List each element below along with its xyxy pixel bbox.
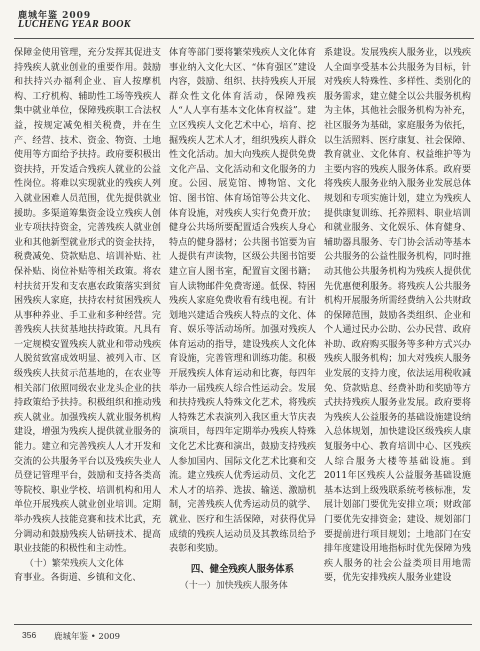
column-2 bbox=[169, 46, 316, 616]
column-1 bbox=[14, 46, 161, 616]
header-rule bbox=[14, 38, 474, 39]
column-2-paragraph: 体育等部门要将繁荣残疾人文化体育事业纳入文化大区、“体育强区”建设内容，鼓励、组织、扶持残疾人开展群众性文化体育活动，保障残疾人“人人享有基本文化体育权益”。建立区残疾人文化艺术中心，培育、挖掘残疾人艺术人才，组织残疾人群众性文化活动。加大向残疾人提供免费文化产品、文化活动和文化服务的力度。公园、展览馆、博物馆、文化馆、图书馆、体育场馆等公共文化、体育设施，对残疾人实行免费开放；健身公共场所要配置适合残疾人身心特点的健身器材；公共图书馆要为盲人提供有声读物，区级公共图书馆要建立盲人图书室，配置盲文图书籍；盲人读物邮件免费寄递。低保、特困残疾人家庭免费收看有线电视。有计划地兴建适合残疾人特点的文化、体育、娱乐等活动场所。加强对残疾人体育运动的指导，建设残疾人文化体育设施，完善管理和训练功能。积极开展残疾人体育运动和比赛，每四年举办一届残疾人综合性运动会。发展和扶持残疾人特殊文化艺术，将残疾人特殊艺术表演列入我区重大节庆表演项目，每四年定期举办残疾人特殊文化艺术比赛和演出，鼓励支持残疾人参加国内、国际文化艺术比赛和交流。建立残疾人优秀运动员、文化艺术人才的培养、选拔、输送、激励机制，完善残疾人优秀运动员的就学、就业、医疗和生活保障，对获得优异成绩的残疾人运动员及其教练员给予表彰和奖励。 bbox=[169, 48, 316, 555]
column-1-subheading: （十）繁荣残疾人文化体 bbox=[24, 558, 124, 569]
header-title-en: LUCHENG YEAR BOOK bbox=[18, 19, 131, 30]
header-title-cn: 鹿城年鉴 2009 bbox=[18, 11, 92, 21]
column-3-paragraph: 系建设。发展残疾人服务业，以残疾人全面享受基本公共服务为目标，针对残疾人特殊性、多样性、类别化的服务需求，建立健全以公共服务机构为主体，其他社会服务机构为补充，社区服务为基础，家庭服务为依托，以生活照料、医疗康复、社会保障、教育就业、文化体育、权益维护等为主要内容的残疾人服务体系。政府要将残疾人服务业纳入服务业发展总体规划和专项实施计划，建立为残疾人提供康复训练、托养照料、职业培训和就业服务、文化娱乐、体育健身、辅助器具服务、专门协会活动等基本公共服务的公益性服务机构，同时推动其他公共服务机构为残疾人提供优先优惠便利服务。将残疾人公共服务机构开展服务所需经费纳入公共财政的保障范围，鼓励各类组织、企业和个人通过民办公助、公办民营、政府补助、政府购买服务等多种方式兴办残疾人服务机构；加大对残疾人服务业发展的支持力度，依法运用税收减免、贷款贴息、经费补助和奖励等方式扶持残疾人服务业发展。政府要将为残疾人公益服务的基础设施建设纳入总体规划，加快建设区级残疾人康复服务中心、教育培训中心、区残疾人综合服务大楼等基础设施。到2011年区残疾人公益服务基础设施基本达到上级残联系统考核标准，发展计划部门要优先安排立项；财政部门要优先安排资金；建设、规划部门要提前进行项目规划；土地部门在安排年度建设用地指标时优先保障为残疾人服务的社会公益类项目用地需要，优先安排残疾人服务业建设 bbox=[324, 48, 471, 584]
footer-publication: 鹿城年鉴 • 2009 bbox=[54, 632, 121, 642]
page-number: 356 bbox=[22, 630, 37, 640]
page-footer bbox=[14, 624, 472, 645]
page-header bbox=[14, 8, 474, 40]
column-1-trailing: 育事业。各街道、乡镇和文化、 bbox=[14, 573, 142, 584]
text-columns bbox=[14, 46, 472, 616]
column-2-subheading: （十一）加快残疾人服务体 bbox=[179, 580, 288, 591]
section-title: 四、健全残疾人服务体系 bbox=[190, 563, 295, 575]
column-1-paragraph: 保障金使用管理，充分发挥其促进支持残疾人就业创业的重要作用。鼓励和扶持兴办福利企业、盲人按摩机构、工疗机构、辅助性工场等残疾人集中就业单位，保障残疾职工合法权益，按规定减免相关税费，并在生产、经营、技术、资金、物资、土地使用等方面给予扶持。政府要积极出资扶持，开发适合残疾人就业的公益性岗位。将难以实现就业的残疾人列入就业困难人员范围，优先提供就业援助。多渠道筹集资金设立残疾人创业专项扶持资金，完善残疾人就业创业和其他新型就业形式的资金扶持，税费减免、贷款贴息、培训补贴、社保补贴、岗位补贴等相关政策。将农村扶贫开发和支农惠农政策落实到贫困残疾人家庭，扶持农村贫困残疾人从事种养业、手工业和多种经营。完善残疾人扶贫基地扶持政策。凡具有一定规模安置残疾人就业和带动残疾人脱贫致富成效明显、被列入市、区级残疾人扶贫示范基地的，在农业等相关部门依照同级农业龙头企业的扶持政策给予扶持。积极组织和推动残疾人就业。加强残疾人就业服务机构建设，增强为残疾人提供就业服务的能力。建立和完善残疾人人才开发和交流的公共服务平台以及残疾失业人员登记管理平台，鼓励和支持各类高等院校、职业学校、培训机构和用人单位开展残疾人就业创业培训。定期举办残疾人技能竞赛和技术比武，充分调动和鼓励残疾人钻研技术、提高职业技能的积极性和主动性。 bbox=[14, 48, 161, 555]
column-3 bbox=[324, 46, 471, 616]
